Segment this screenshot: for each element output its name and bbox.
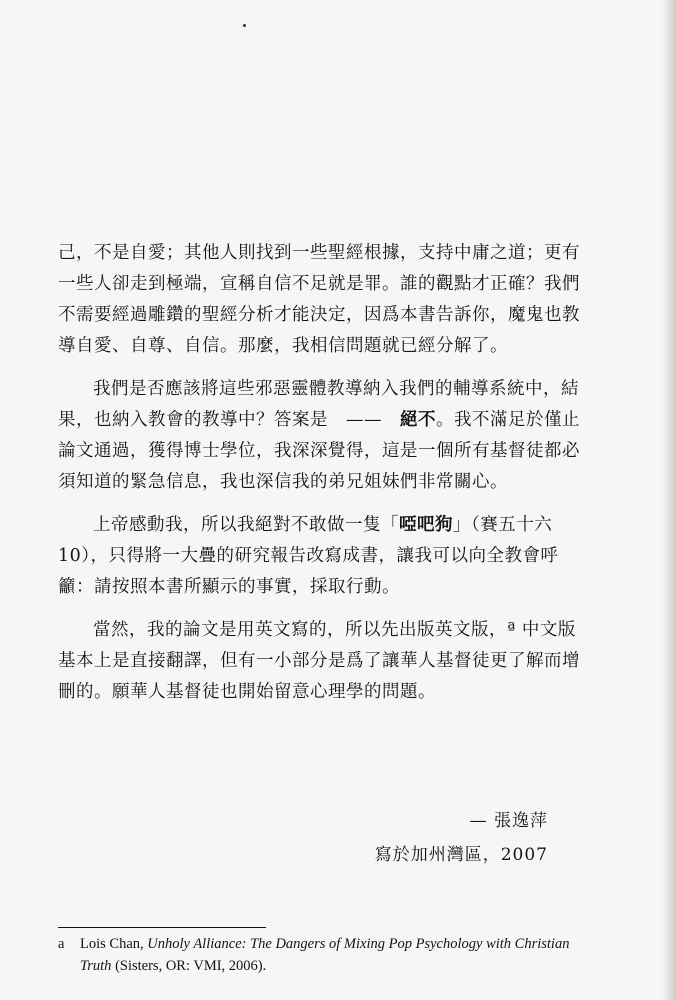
- footnote-title-cont: Truth: [80, 958, 112, 974]
- paragraph-text: 。我不滿足於僅止論文通過，獲得博士學位，我深深覺得，這是一個所有基督徒都必須知道的緊急信息，我也深信我的弟兄姐妹們非常關心。: [58, 410, 580, 492]
- emphasized-text: 絕不: [400, 410, 436, 430]
- footnote-author: Lois Chan,: [80, 936, 148, 952]
- author-signature: — 張逸萍: [469, 811, 548, 831]
- page-edge-shadow: [662, 0, 676, 1000]
- paragraph-text: 我們是否應該將這些邪惡靈體教導納入我們的輔導系統中，結果，也納入教會的教導中？答案是 ——: [58, 379, 579, 430]
- paragraph: [58, 615, 590, 708]
- body-text: [58, 238, 590, 720]
- footnote-line-1: [58, 933, 618, 955]
- paragraph: [58, 374, 590, 498]
- footnote-mark: a: [58, 936, 65, 952]
- paragraph: [58, 510, 590, 603]
- paragraph-text: 當然，我的論文是用英文寫的，所以先出版英文版，ª 中文版基本上是直接翻譯，但有一小部分是爲了讓華人基督徒更了解而增刪的。願華人基督徒也開始留意心理學的問題。: [58, 620, 580, 702]
- paragraph-text: 己，不是自愛；其他人則找到一些聖經根據，支持中庸之道；更有一些人卻走到極端，宣稱自信不足就是罪。誰的觀點才正確？我們不需要經過雕鑽的聖經分析才能決定，因爲本書告訴你，魔鬼也教導自愛、自尊、自信。那麼，我相信問題就已經分解了。: [58, 243, 580, 356]
- scan-speck: [243, 24, 246, 27]
- paragraph-text: 上帝感動我，所以我絕對不敢做一隻「: [93, 515, 399, 535]
- emphasized-text: 啞吧狗: [399, 515, 453, 535]
- paragraph: [58, 238, 590, 362]
- footnote-line-2: [58, 955, 618, 977]
- footnote: [58, 933, 618, 977]
- footnote-publisher: (Sisters, OR: VMI, 2006).: [111, 958, 267, 974]
- paragraph-text: 」（賽五十六10），只得將一大疊的研究報告改寫成書，讓我可以向全教會呼籲：請按照本書所顯示的事實，採取行動。: [58, 515, 559, 597]
- signature-place-date: 寫於加州灣區，2007: [374, 845, 548, 865]
- footnote-rule: [58, 927, 266, 928]
- footnote-title: Unholy Alliance: The Dangers of Mixing Pop Psychology with Christian: [147, 936, 570, 952]
